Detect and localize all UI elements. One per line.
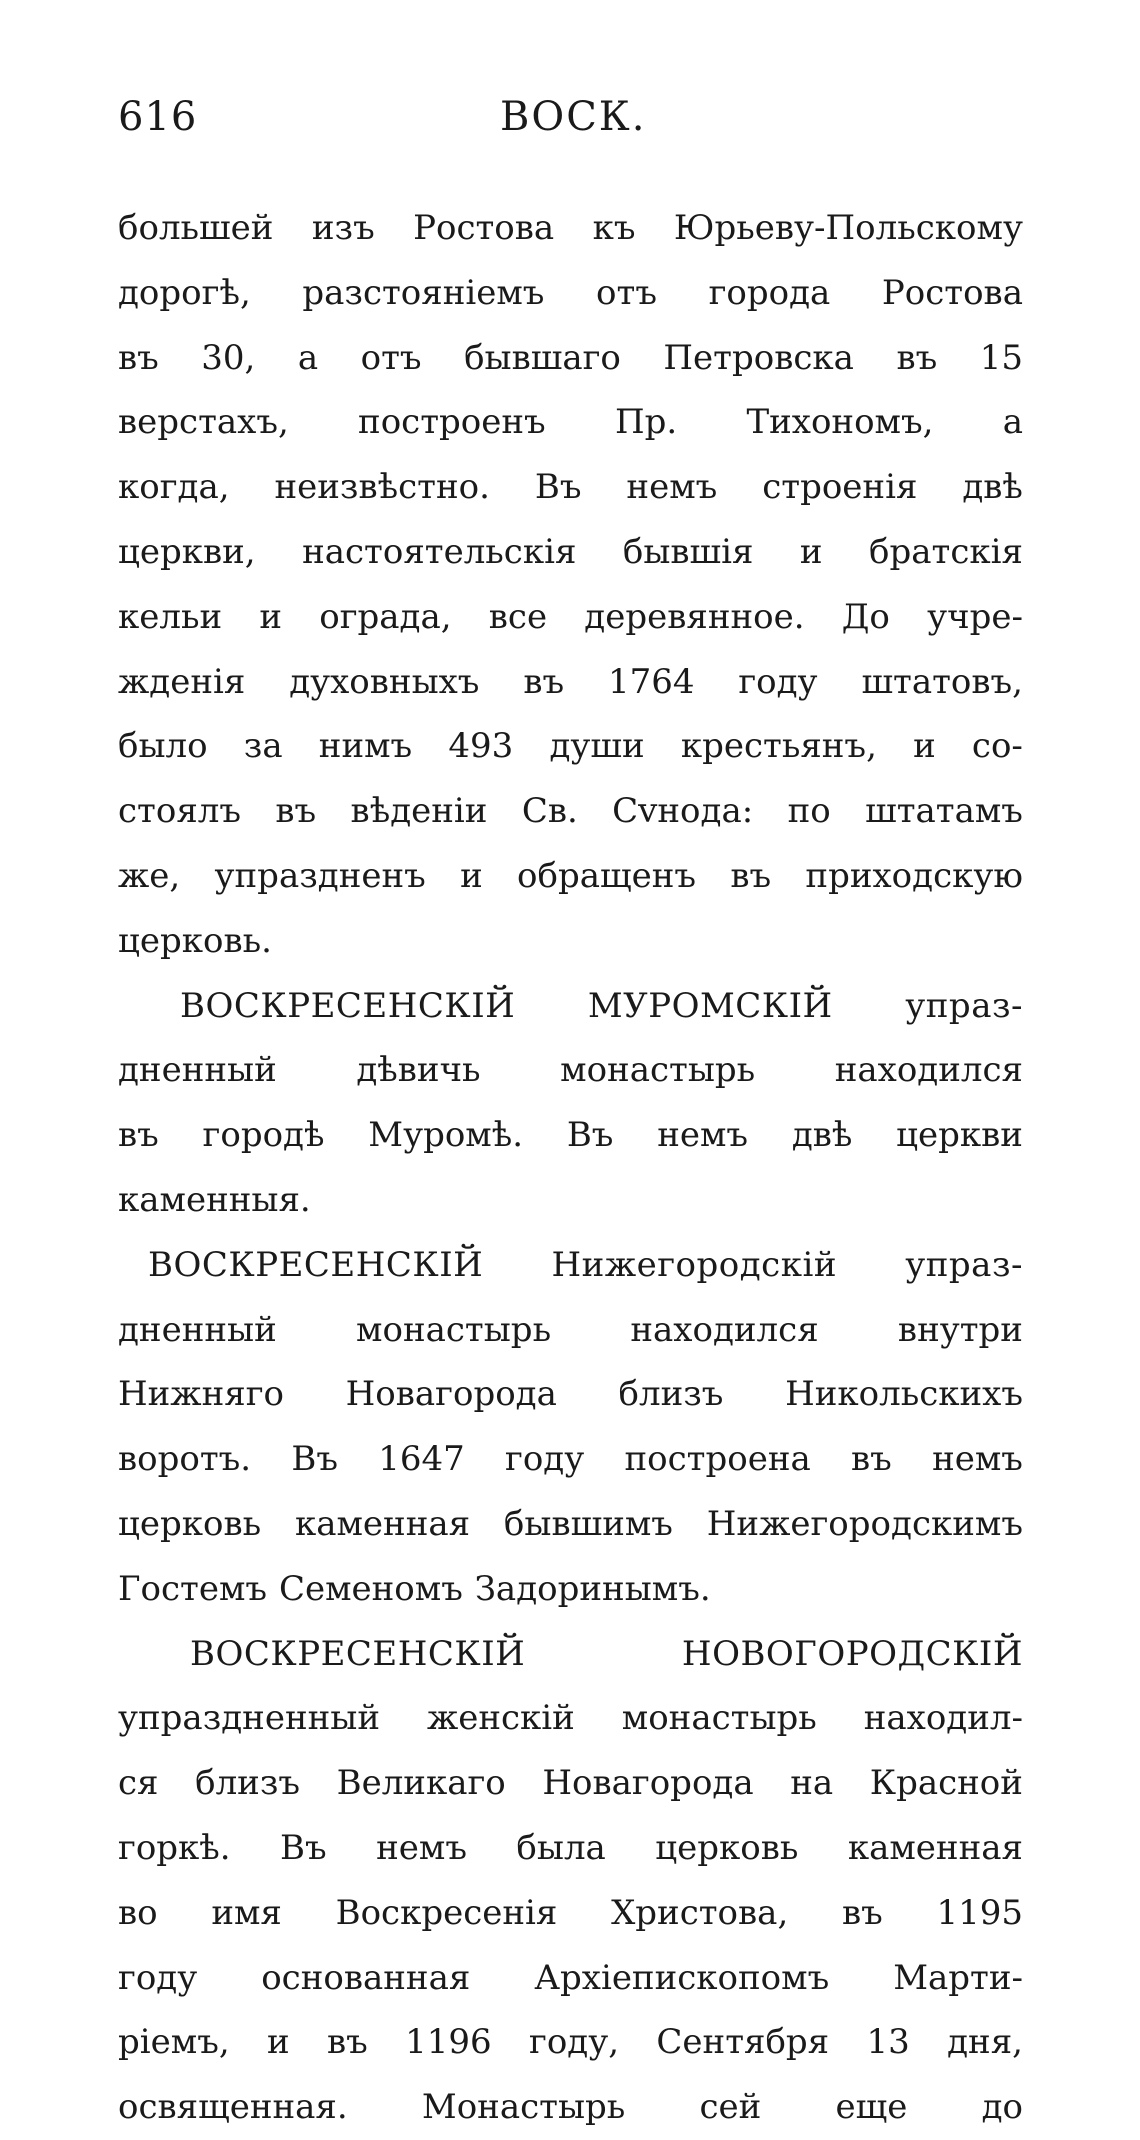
word: отъ [360,337,422,378]
word: во [118,1892,158,1933]
word: Пр. [614,402,678,443]
word: каменная [294,1503,471,1544]
text-line [118,844,1023,909]
word: въ [118,1115,159,1156]
word: немъ [626,467,718,508]
word: сей [699,2087,762,2128]
word: Муромѣ. [368,1115,524,1156]
word: дорогѣ, [118,272,251,313]
word: крестьянъ, [680,726,877,767]
word: 15 [979,337,1023,378]
word: въ [841,1892,883,1933]
word: имя [211,1892,282,1933]
word: братскія [869,531,1023,572]
text-line [118,1298,1023,1363]
word: штатовъ, [861,661,1023,702]
word: Красной [869,1763,1023,1804]
word: за [243,726,283,767]
text-line [118,1686,1023,1751]
word: въ [327,2022,368,2063]
word: находил- [863,1698,1023,1739]
word: разстояніемъ [302,272,545,313]
word: нимъ [318,726,413,767]
word: НОВОГОРОДСКІЙ [681,1633,1023,1674]
page-number: 616 [118,94,198,140]
text-line [118,261,1023,326]
text-line [118,1038,1023,1103]
word: верстахъ, [118,402,289,443]
word: упраздненъ [214,855,426,896]
word: Воскресенія [335,1892,558,1933]
word: же, [118,855,181,896]
word: близъ [618,1374,724,1415]
word: въ [851,1439,892,1480]
text-line [118,2010,1023,2075]
word: Петровска [663,337,854,378]
word: Въ [566,1115,614,1156]
word: вѣденіи [350,791,488,832]
word: приходскую [805,855,1023,896]
word: горкѣ. [118,1827,231,1868]
word: немъ [376,1827,467,1868]
word: монастырь [621,1698,817,1739]
word: строенія [762,467,918,508]
word: Монастырь [421,2087,626,2128]
word: монастырь [560,1050,756,1091]
text-line [118,2075,1023,2140]
word: году [118,1957,198,1998]
word: МУРОМСКІЙ [587,985,833,1026]
word: а [297,337,319,378]
word: церкви [896,1115,1023,1156]
word: дненный [118,1309,277,1350]
word: дня, [947,2022,1023,2063]
word: отъ [596,272,657,313]
word: въ [730,855,772,896]
word: 1647 [378,1439,465,1480]
word: города [708,272,831,313]
word: воротъ. [118,1439,252,1480]
word: немъ [932,1439,1023,1480]
word: бывшимъ [503,1503,673,1544]
word: году, [529,2022,620,2063]
word: году [738,661,818,702]
text-line [118,650,1023,715]
text-line [118,909,1023,974]
text-line [118,585,1023,650]
word: въ [275,791,317,832]
word: 30, [201,337,256,378]
text-line [118,714,1023,779]
word: со- [971,726,1023,767]
word: Христова, [611,1892,789,1933]
word: близъ [195,1763,300,1804]
word: каменная [847,1827,1023,1868]
word: Нижегородскій [551,1244,838,1285]
word: Ростова [413,208,555,248]
word: и [460,855,483,896]
text-line [118,1946,1023,2011]
word: Семеномъ [278,1568,463,1609]
word: ВОСКРЕСЕНСКІЙ [190,1633,526,1674]
word: построенъ [358,402,546,443]
word: обращенъ [517,855,697,896]
word: еще [835,2087,908,2128]
word: на [790,1763,834,1804]
running-head: ВОСК. [500,94,647,140]
word: 1196 [405,2022,492,2063]
word: ВОСКРЕСЕНСКІЙ [148,1244,484,1285]
word: основанная [261,1957,471,1998]
word: церковь [118,1503,262,1544]
word: въ [896,337,938,378]
word: находился [834,1050,1023,1091]
word: ріемъ, [118,2022,230,2063]
word: Никольскихъ [785,1374,1023,1415]
word: дненный [118,1050,277,1091]
word: Ростова [881,272,1023,313]
word: учре- [927,596,1023,637]
text-line [118,1557,1023,1622]
text-line [118,1816,1023,1881]
text-line [118,1427,1023,1492]
word: ся [118,1763,159,1804]
word: Св. [521,791,578,832]
word: духовныхъ [289,661,480,702]
word: Марти- [893,1957,1023,1998]
word: Нижняго [118,1374,284,1415]
word: жденія [118,661,246,702]
entry-heading-line [118,1233,1023,1298]
word: и [913,726,936,767]
word: въ [118,337,159,378]
text-line [118,1362,1023,1427]
entry-heading-line [118,974,1023,1039]
word: двѣ [791,1115,853,1156]
word: была [516,1827,606,1868]
word: ограда, [319,596,452,637]
word: Въ [280,1827,327,1868]
word: стоялъ [118,791,242,832]
word: Сvнода: [612,791,754,832]
word: немъ [657,1115,749,1156]
word: упраз- [905,985,1023,1026]
word: женскій [426,1698,575,1739]
word: Великаго [336,1763,506,1804]
text-line [118,326,1023,391]
word: души [549,726,645,767]
word: по [787,791,831,832]
page-header [0,92,1140,142]
word: Архіепископомъ [534,1957,830,1998]
word: деревянное. [584,596,805,637]
word: все [488,596,548,637]
word: освященная. [118,2087,348,2128]
word: находился [630,1309,819,1350]
word: въ [523,661,565,702]
page-body [118,196,1023,2140]
text-line [118,1492,1023,1557]
word: было [118,726,208,767]
word: Новагорода [345,1374,557,1415]
word: упраз- [905,1244,1023,1285]
word: и [267,2022,290,2063]
word: бывшаго [464,337,621,378]
word: 493 [448,726,514,767]
word: монастырь [356,1309,552,1350]
word: каменныя. [118,1179,311,1220]
word: церковь [655,1827,799,1868]
word: году [505,1439,585,1480]
word: бывшія [622,531,754,572]
word: Гостемъ [118,1568,268,1609]
word: большей [118,208,274,248]
word: церкви, [118,531,256,572]
text-line [118,520,1023,585]
word: и [799,531,823,572]
word: упраздненный [118,1698,381,1739]
word: церковь. [118,920,272,961]
word: и [259,596,283,637]
word: къ [592,208,636,248]
text-line [118,390,1023,455]
word: внутри [897,1309,1023,1350]
word: Тихономъ, [746,402,934,443]
word: 13 [866,2022,910,2063]
word: 1764 [607,661,695,702]
text-line [118,779,1023,844]
word: до [981,2087,1023,2128]
word: построена [624,1439,811,1480]
text-line [118,196,1023,261]
word: изъ [311,208,375,248]
text-line [118,1751,1023,1816]
word: ВОСКРЕСЕНСКІЙ [180,985,516,1026]
word: настоятельскія [302,531,577,572]
word: Нижегородскимъ [706,1503,1023,1544]
entry-heading-line [118,1622,1023,1687]
text-line [118,1103,1023,1168]
word: 1195 [936,1892,1023,1933]
word: Въ [534,467,582,508]
word: штатамъ [865,791,1023,832]
word: Сентября [656,2022,830,2063]
word: Задоринымъ. [474,1568,711,1609]
word: городѣ [202,1115,325,1156]
word: Новагорода [542,1763,754,1804]
text-line [118,1881,1023,1946]
word: а [1002,402,1023,443]
word: Въ [291,1439,338,1480]
word: двѣ [962,467,1023,508]
word: неизвѣстно. [274,467,490,508]
word: До [841,596,890,637]
text-line [118,1168,1023,1233]
word: Юрьеву-Польскому [673,208,1023,248]
text-line [118,455,1023,520]
word: когда, [118,467,230,508]
word: кельи [118,596,223,637]
word: дѣвичь [356,1050,481,1091]
